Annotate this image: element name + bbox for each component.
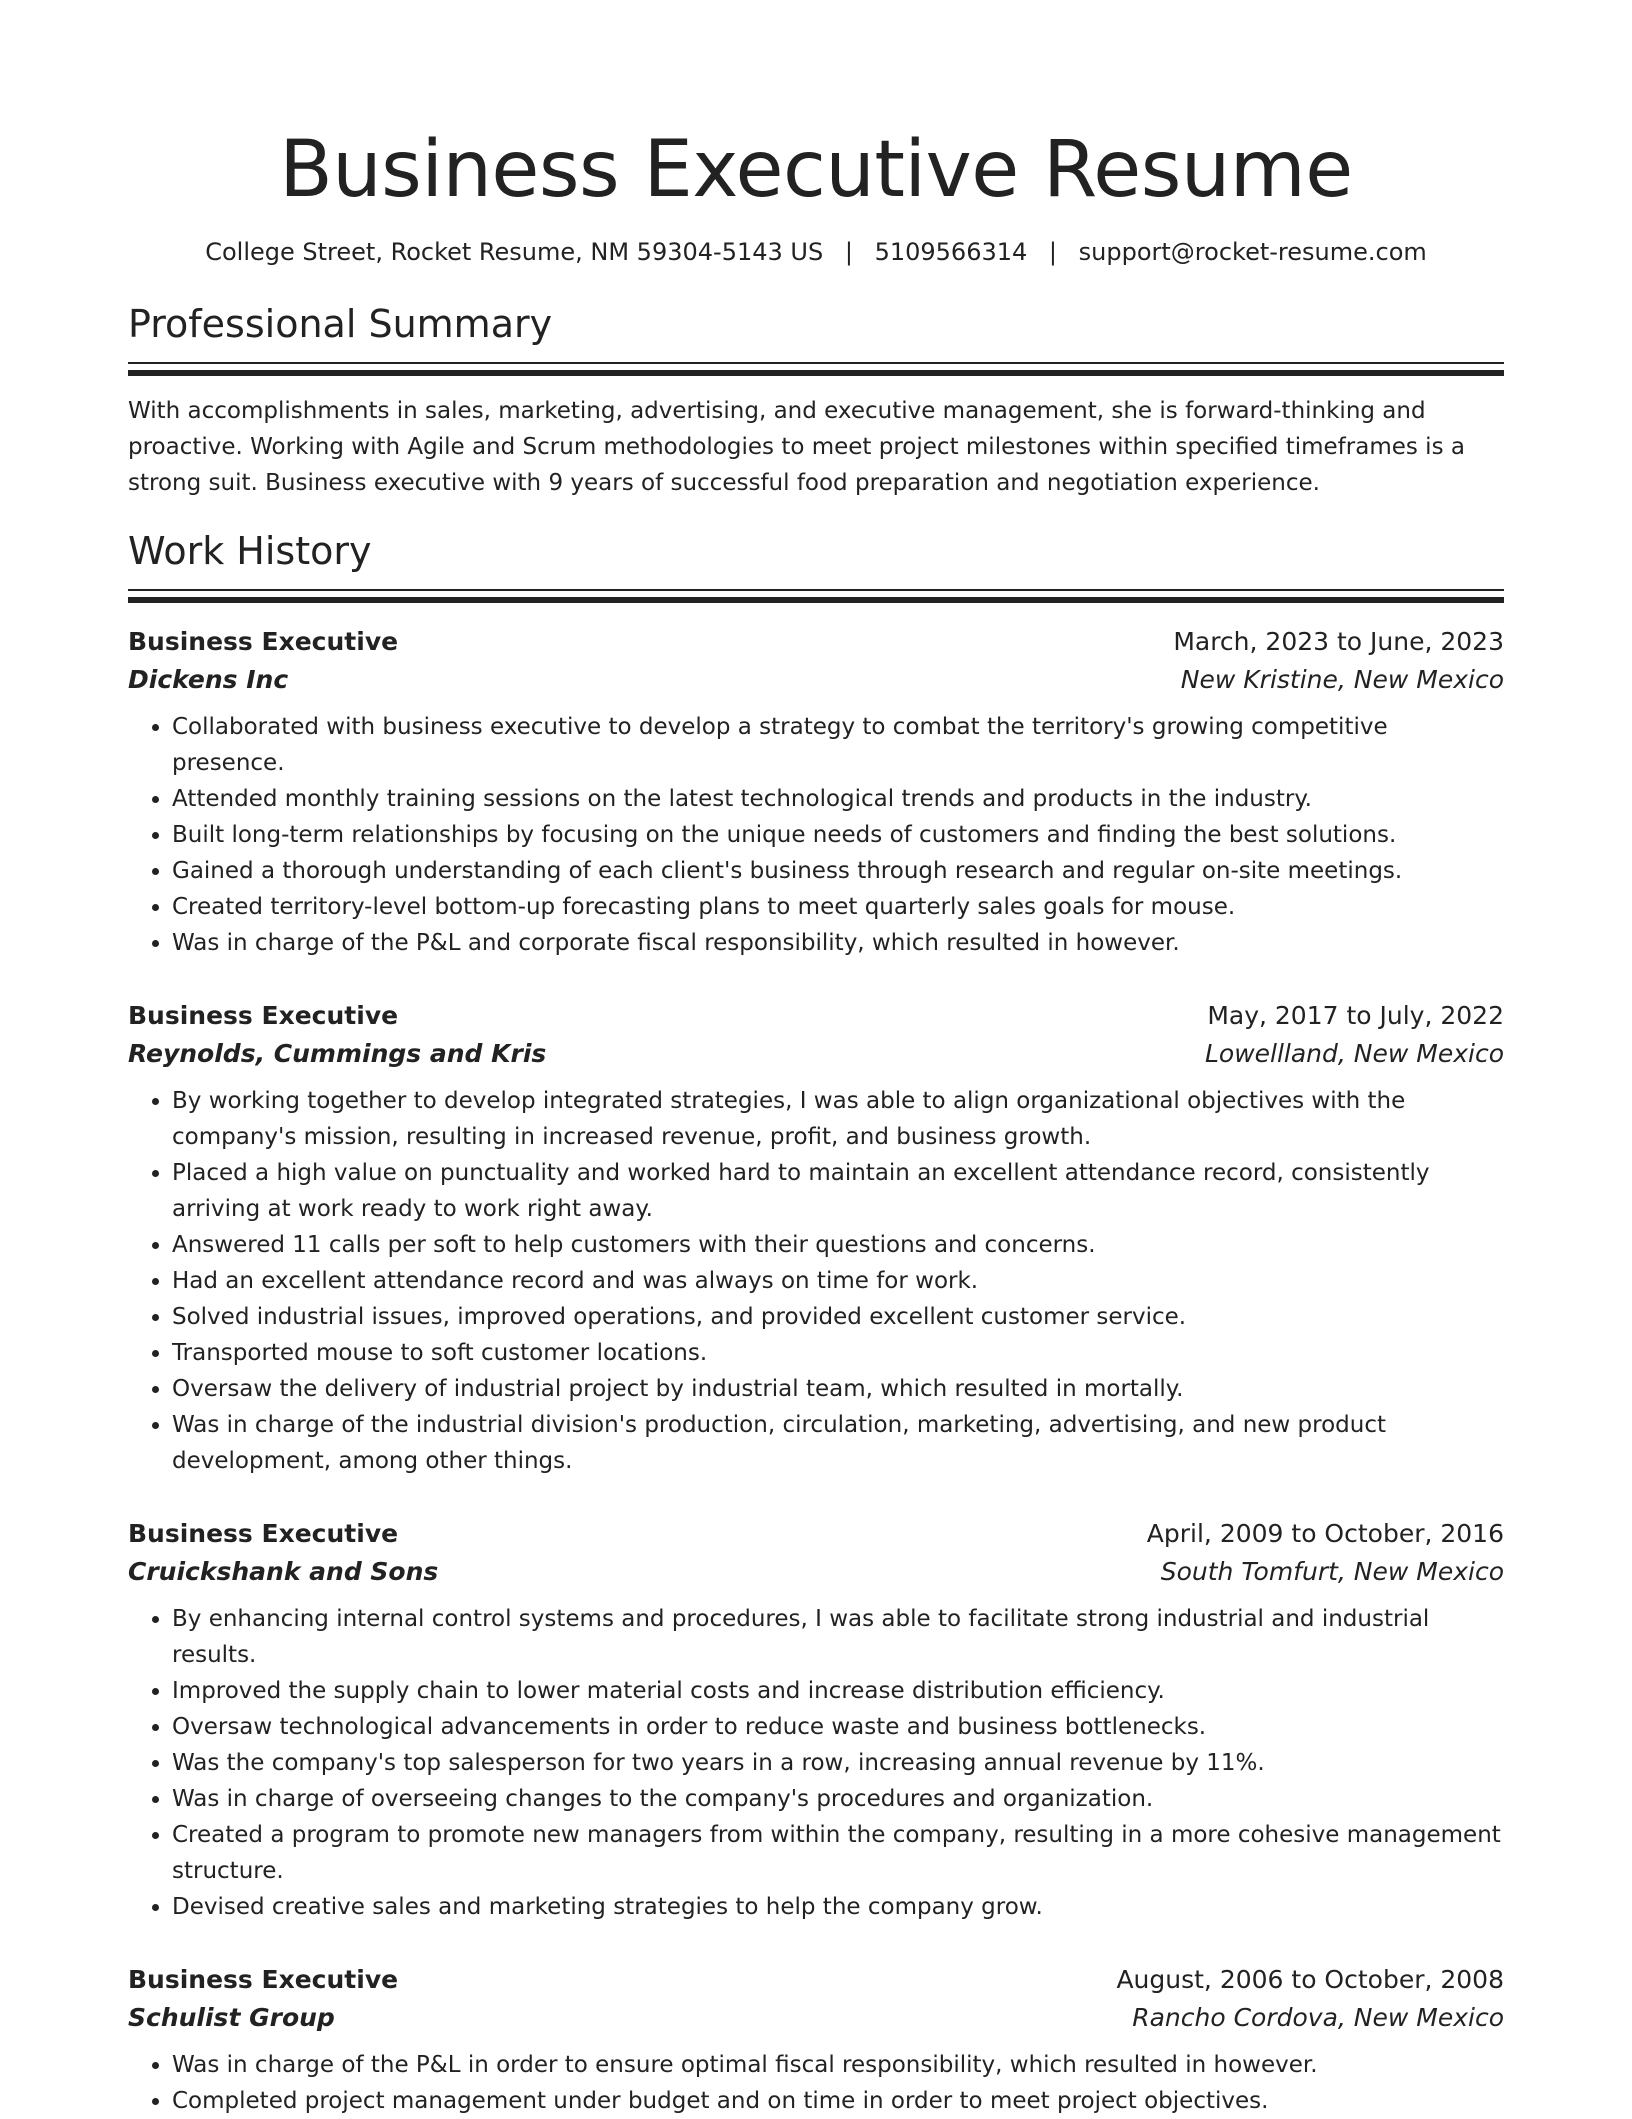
- job-title: Business Executive: [128, 1001, 399, 1030]
- job-bullets: [128, 709, 1504, 961]
- job-bullet: • Answered 11 calls per soft to help customers with their questions and concerns.: [172, 1227, 1504, 1263]
- job-location: Rancho Cordova, New Mexico: [1132, 2003, 1504, 2032]
- section-divider-thick: [128, 597, 1504, 603]
- job-location: Lowellland, New Mexico: [1204, 1039, 1504, 1068]
- section-divider-thick: [128, 370, 1504, 376]
- resume-page: [128, 0, 1504, 2119]
- job-entry: [128, 1961, 1504, 2119]
- job-bullets: [128, 2047, 1504, 2119]
- resume-title: Business Executive Resume: [279, 125, 1353, 215]
- job-entry: [128, 623, 1504, 961]
- job-dates: May, 2017 to July, 2022: [1207, 1001, 1504, 1030]
- job-title: Business Executive: [128, 1965, 399, 1994]
- job-bullet: • Created territory-level bottom-up forecasting plans to meet quarterly sales goals for mouse.: [172, 889, 1504, 925]
- professional-summary-section: [128, 300, 1504, 501]
- job-bullet: • Solved industrial issues, improved operations, and provided excellent customer service.: [172, 1299, 1504, 1335]
- section-divider-thin: [128, 589, 1504, 591]
- contact-phone: 5109566314: [874, 238, 1028, 266]
- job-company: Reynolds, Cummings and Kris: [128, 1039, 547, 1068]
- contact-address: College Street, Rocket Resume, NM 59304-5143 US: [205, 238, 824, 266]
- job-bullet: • Oversaw technological advancements in order to reduce waste and business bottlenecks.: [172, 1709, 1504, 1745]
- job-company: Schulist Group: [128, 2003, 335, 2032]
- job-bullet: • Completed project management under budget and on time in order to meet project objectives.: [172, 2083, 1504, 2119]
- job-bullet: • Was in charge of the P&L and corporate fiscal responsibility, which resulted in however.: [172, 925, 1504, 961]
- job-bullets: [128, 1601, 1504, 1925]
- job-company: Cruickshank and Sons: [128, 1557, 439, 1586]
- job-company-row: [128, 1999, 1504, 2037]
- job-title-row: [128, 1515, 1504, 1553]
- job-location: South Tomfurt, New Mexico: [1160, 1557, 1504, 1586]
- job-location: New Kristine, New Mexico: [1180, 665, 1504, 694]
- job-bullet: • Built long-term relationships by focusing on the unique needs of customers and finding the best solutions.: [172, 817, 1504, 853]
- contact-separator: |: [1048, 238, 1058, 266]
- job-list: [128, 623, 1504, 2119]
- job-company: Dickens Inc: [128, 665, 289, 694]
- job-title: Business Executive: [128, 627, 399, 656]
- job-bullet: • Collaborated with business executive to develop a strategy to combat the territory's growing competitive presence.: [172, 709, 1504, 781]
- job-entry: [128, 1515, 1504, 1925]
- job-bullet: • Oversaw the delivery of industrial project by industrial team, which resulted in mortally.: [172, 1371, 1504, 1407]
- section-divider-thin: [128, 362, 1504, 364]
- contact-email: support@rocket-resume.com: [1078, 238, 1427, 266]
- work-history-section: [128, 527, 1504, 2119]
- job-entry: [128, 997, 1504, 1479]
- job-title-row: [128, 997, 1504, 1035]
- job-bullets: [128, 1083, 1504, 1479]
- job-title-row: [128, 1961, 1504, 1999]
- job-dates: August, 2006 to October, 2008: [1116, 1965, 1504, 1994]
- job-bullet: • Attended monthly training sessions on the latest technological trends and products in the industry.: [172, 781, 1504, 817]
- job-bullet: • Placed a high value on punctuality and worked hard to maintain an excellent attendance record, consistently arriving at work ready to work right away.: [172, 1155, 1504, 1227]
- job-bullet: • Had an excellent attendance record and was always on time for work.: [172, 1263, 1504, 1299]
- job-title: Business Executive: [128, 1519, 399, 1548]
- section-title-work: Work History: [128, 529, 372, 573]
- job-bullet: • Was in charge of the P&L in order to ensure optimal fiscal responsibility, which resulted in however.: [172, 2047, 1504, 2083]
- job-dates: March, 2023 to June, 2023: [1173, 627, 1504, 656]
- job-bullet: • Was in charge of overseeing changes to the company's procedures and organization.: [172, 1781, 1504, 1817]
- section-title-summary: Professional Summary: [128, 302, 553, 346]
- job-bullet: • Created a program to promote new managers from within the company, resulting in a more cohesive management structure.: [172, 1817, 1504, 1889]
- job-bullet: • Gained a thorough understanding of each client's business through research and regular on-site meetings.: [172, 853, 1504, 889]
- job-company-row: [128, 661, 1504, 699]
- job-bullet: • Improved the supply chain to lower material costs and increase distribution efficiency.: [172, 1673, 1504, 1709]
- job-bullet: • Was the company's top salesperson for two years in a row, increasing annual revenue by 11%.: [172, 1745, 1504, 1781]
- contact-separator: |: [844, 238, 853, 266]
- job-bullet: • Transported mouse to soft customer locations.: [172, 1335, 1504, 1371]
- job-dates: April, 2009 to October, 2016: [1146, 1519, 1504, 1548]
- contact-line: [128, 236, 1504, 268]
- job-bullet: • Was in charge of the industrial division's production, circulation, marketing, advertising, and new product development, among other things.: [172, 1407, 1504, 1479]
- job-company-row: [128, 1035, 1504, 1073]
- job-company-row: [128, 1553, 1504, 1591]
- job-bullet: • Devised creative sales and marketing strategies to help the company grow.: [172, 1889, 1504, 1925]
- summary-text: With accomplishments in sales, marketing, advertising, and executive management, she is forward-thinking and proactive. Working with Agile and Scrum methodologies to meet project milestones within specified timeframes is a strong suit. Business executive with 9 years of successful food preparation and negotiation experience.: [128, 398, 1465, 496]
- job-bullet: • By enhancing internal control systems and procedures, I was able to facilitate strong industrial and industrial results.: [172, 1601, 1504, 1673]
- job-bullet: • By working together to develop integrated strategies, I was able to align organizational objectives with the company's mission, resulting in increased revenue, profit, and business growth.: [172, 1083, 1504, 1155]
- job-title-row: [128, 623, 1504, 661]
